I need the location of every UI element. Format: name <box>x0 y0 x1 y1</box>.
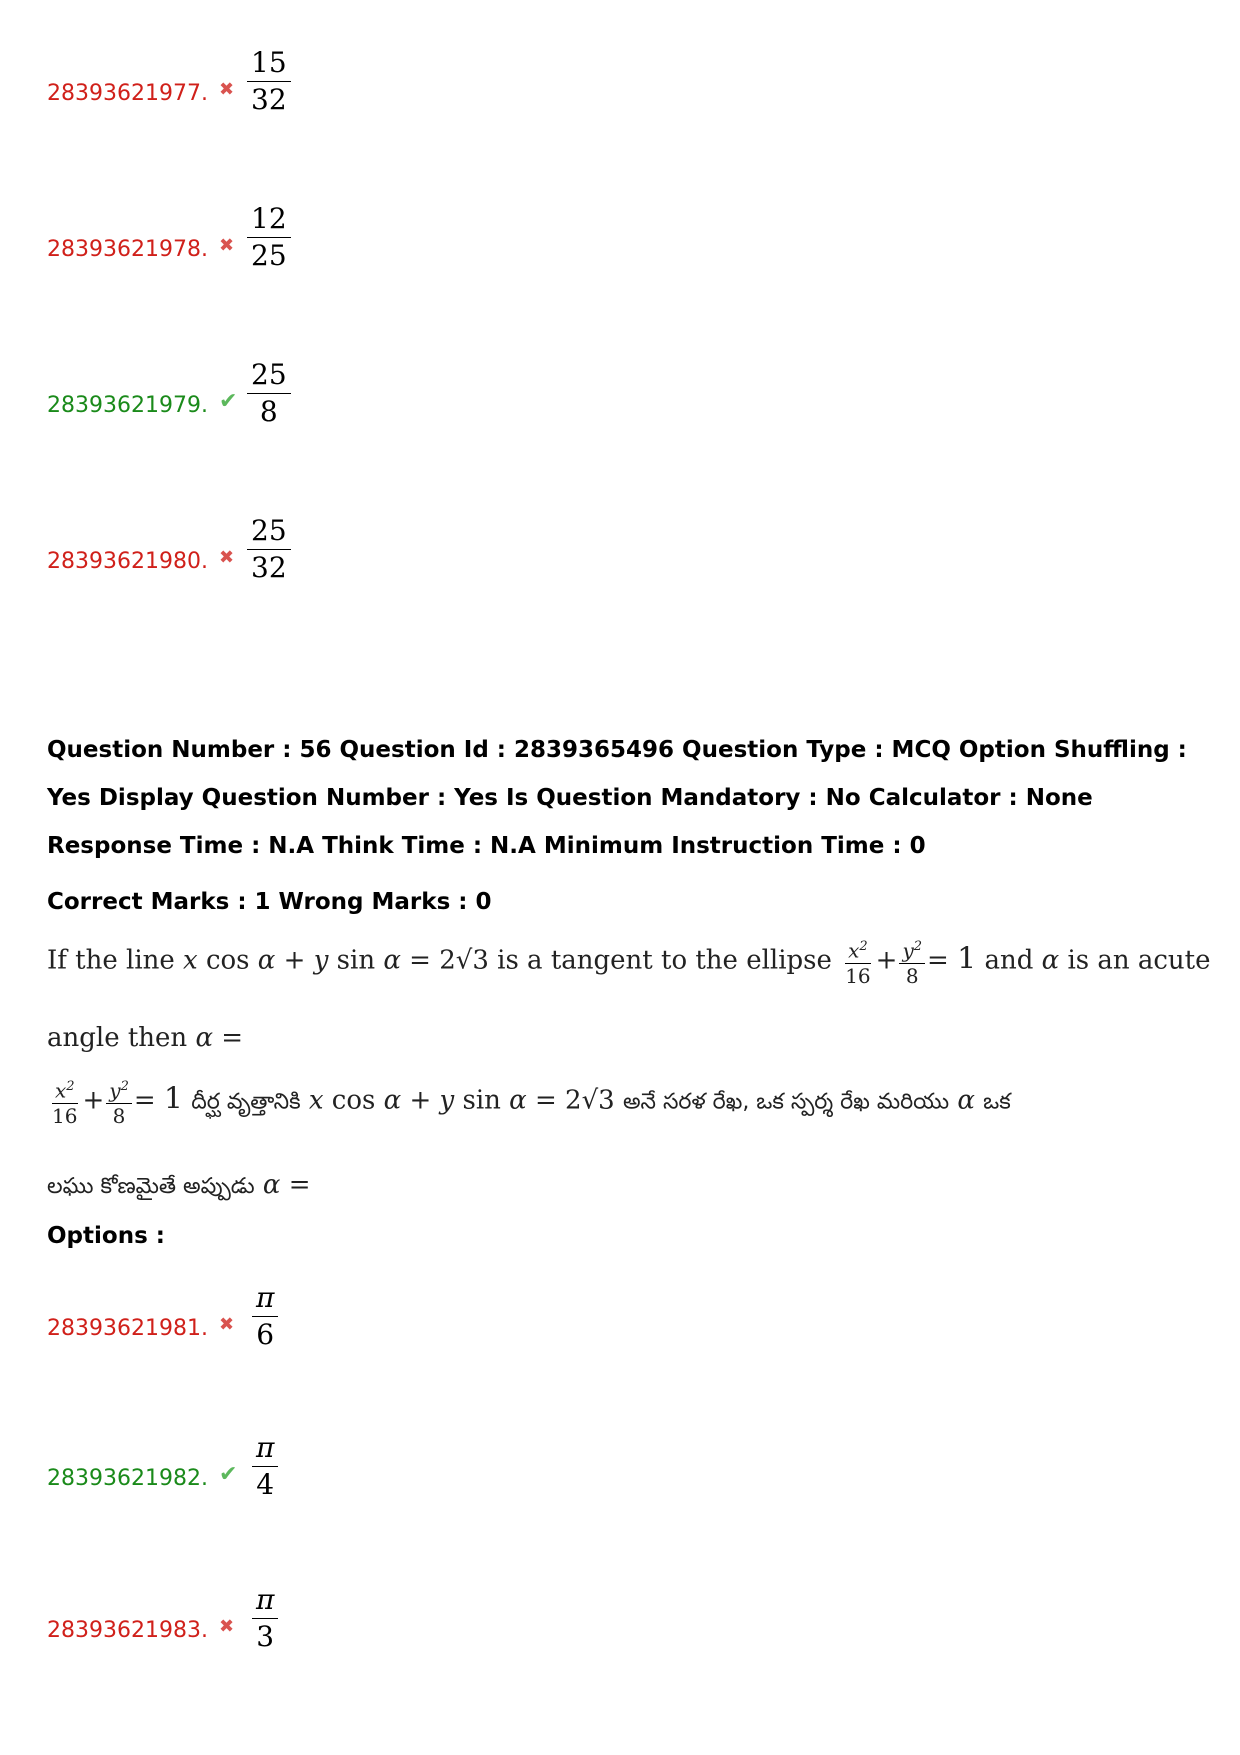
question-text-te: $\frac{x^2}{16}$ + $\frac{y^2}{8}$ = 1 దీర్ఘ వృత్తానికి x cos α + y sin α = 2√3 అనే సరళ రేఖ, ఒక స్పర్శ రేఖ మరియు α ఒక <box>47 1075 1011 1128</box>
option-id: 28393621981. <box>47 1316 208 1341</box>
numerator: 15 <box>247 45 291 82</box>
numerator: π <box>252 1280 278 1317</box>
wrong-mark-icon: ✖ <box>219 547 235 568</box>
denominator: 8 <box>259 395 278 428</box>
wrong-mark-icon: ✖ <box>219 79 235 100</box>
question-text-en-line2: angle then α = <box>47 1023 244 1053</box>
math-fraction: $\frac{x^2}{16}$ <box>842 935 873 988</box>
option-fraction <box>247 201 291 274</box>
denominator: 32 <box>251 83 287 116</box>
question-text-segment: If the line <box>47 945 175 976</box>
option-id: 28393621982. <box>47 1466 208 1491</box>
numerator: π <box>252 1430 278 1467</box>
math-fraction: $\frac{y^2}{8}$ <box>899 935 925 988</box>
question-text-te-line2: లఘు కోణమైతే అప్పుడు α = <box>47 1170 311 1200</box>
wrong-mark-icon: ✖ <box>219 1616 235 1637</box>
option-fraction <box>247 45 291 118</box>
question-text-segment: angle then <box>47 1023 188 1053</box>
question-text-segment: ఒక <box>983 1089 1011 1115</box>
numerator: 25 <box>247 357 291 394</box>
question-text-segment: దీర్ఘ వృత్తానికి <box>191 1089 301 1115</box>
denominator: 32 <box>251 551 287 584</box>
option-id: 28393621979. <box>47 393 208 418</box>
option-fraction <box>252 1582 278 1655</box>
question-metadata: Question Number : 56 Question Id : 2839365496 Question Type : MCQ Option Shuffling : Yes Display Question Number : Yes Is Question Mandatory : No Calculator : None Response Time : N.A Think Time : N.A Minimum Instruction Time : 0 <box>47 737 1187 859</box>
option-fraction <box>252 1430 278 1503</box>
option-id: 28393621978. <box>47 237 208 262</box>
numerator: 25 <box>247 513 291 550</box>
correct-mark-icon: ✔ <box>219 1462 238 1487</box>
option-id: 28393621977. <box>47 81 208 106</box>
denominator: 3 <box>256 1620 275 1653</box>
marks-info: Correct Marks : 1 Wrong Marks : 0 <box>47 889 492 915</box>
denominator: 4 <box>256 1468 275 1501</box>
question-text-segment: is a tangent to the ellipse <box>497 945 832 976</box>
question-text-segment: is an acute <box>1067 945 1211 976</box>
option-fraction <box>247 513 291 586</box>
option-id: 28393621980. <box>47 549 208 574</box>
numerator: 12 <box>247 201 291 238</box>
numerator: π <box>252 1582 278 1619</box>
wrong-mark-icon: ✖ <box>219 1314 235 1335</box>
wrong-mark-icon: ✖ <box>219 235 235 256</box>
question-text-segment: and <box>984 945 1034 976</box>
math-expression: x <box>183 945 198 976</box>
denominator: 6 <box>256 1318 275 1351</box>
option-fraction <box>252 1280 278 1353</box>
math-fraction: $\frac{x^2}{16}$ <box>49 1075 80 1128</box>
options-label: Options : <box>47 1223 165 1249</box>
question-text-segment: అనే సరళ రేఖ, ఒక స్పర్శ రేఖ మరియు <box>622 1089 950 1115</box>
option-id: 28393621983. <box>47 1618 208 1643</box>
option-fraction <box>247 357 291 430</box>
correct-mark-icon: ✔ <box>219 389 238 414</box>
math-fraction: $\frac{y^2}{8}$ <box>106 1075 132 1128</box>
denominator: 25 <box>251 239 287 272</box>
question-text-en: If the line x cos α + y sin α = 2√3 is a tangent to the ellipse $\frac{x^2}{16}$ + $\frac{y^2}{8}$ = 1 and α is an acute <box>47 935 1211 988</box>
question-text-segment: లఘు కోణమైతే అప్పుడు <box>47 1174 255 1199</box>
